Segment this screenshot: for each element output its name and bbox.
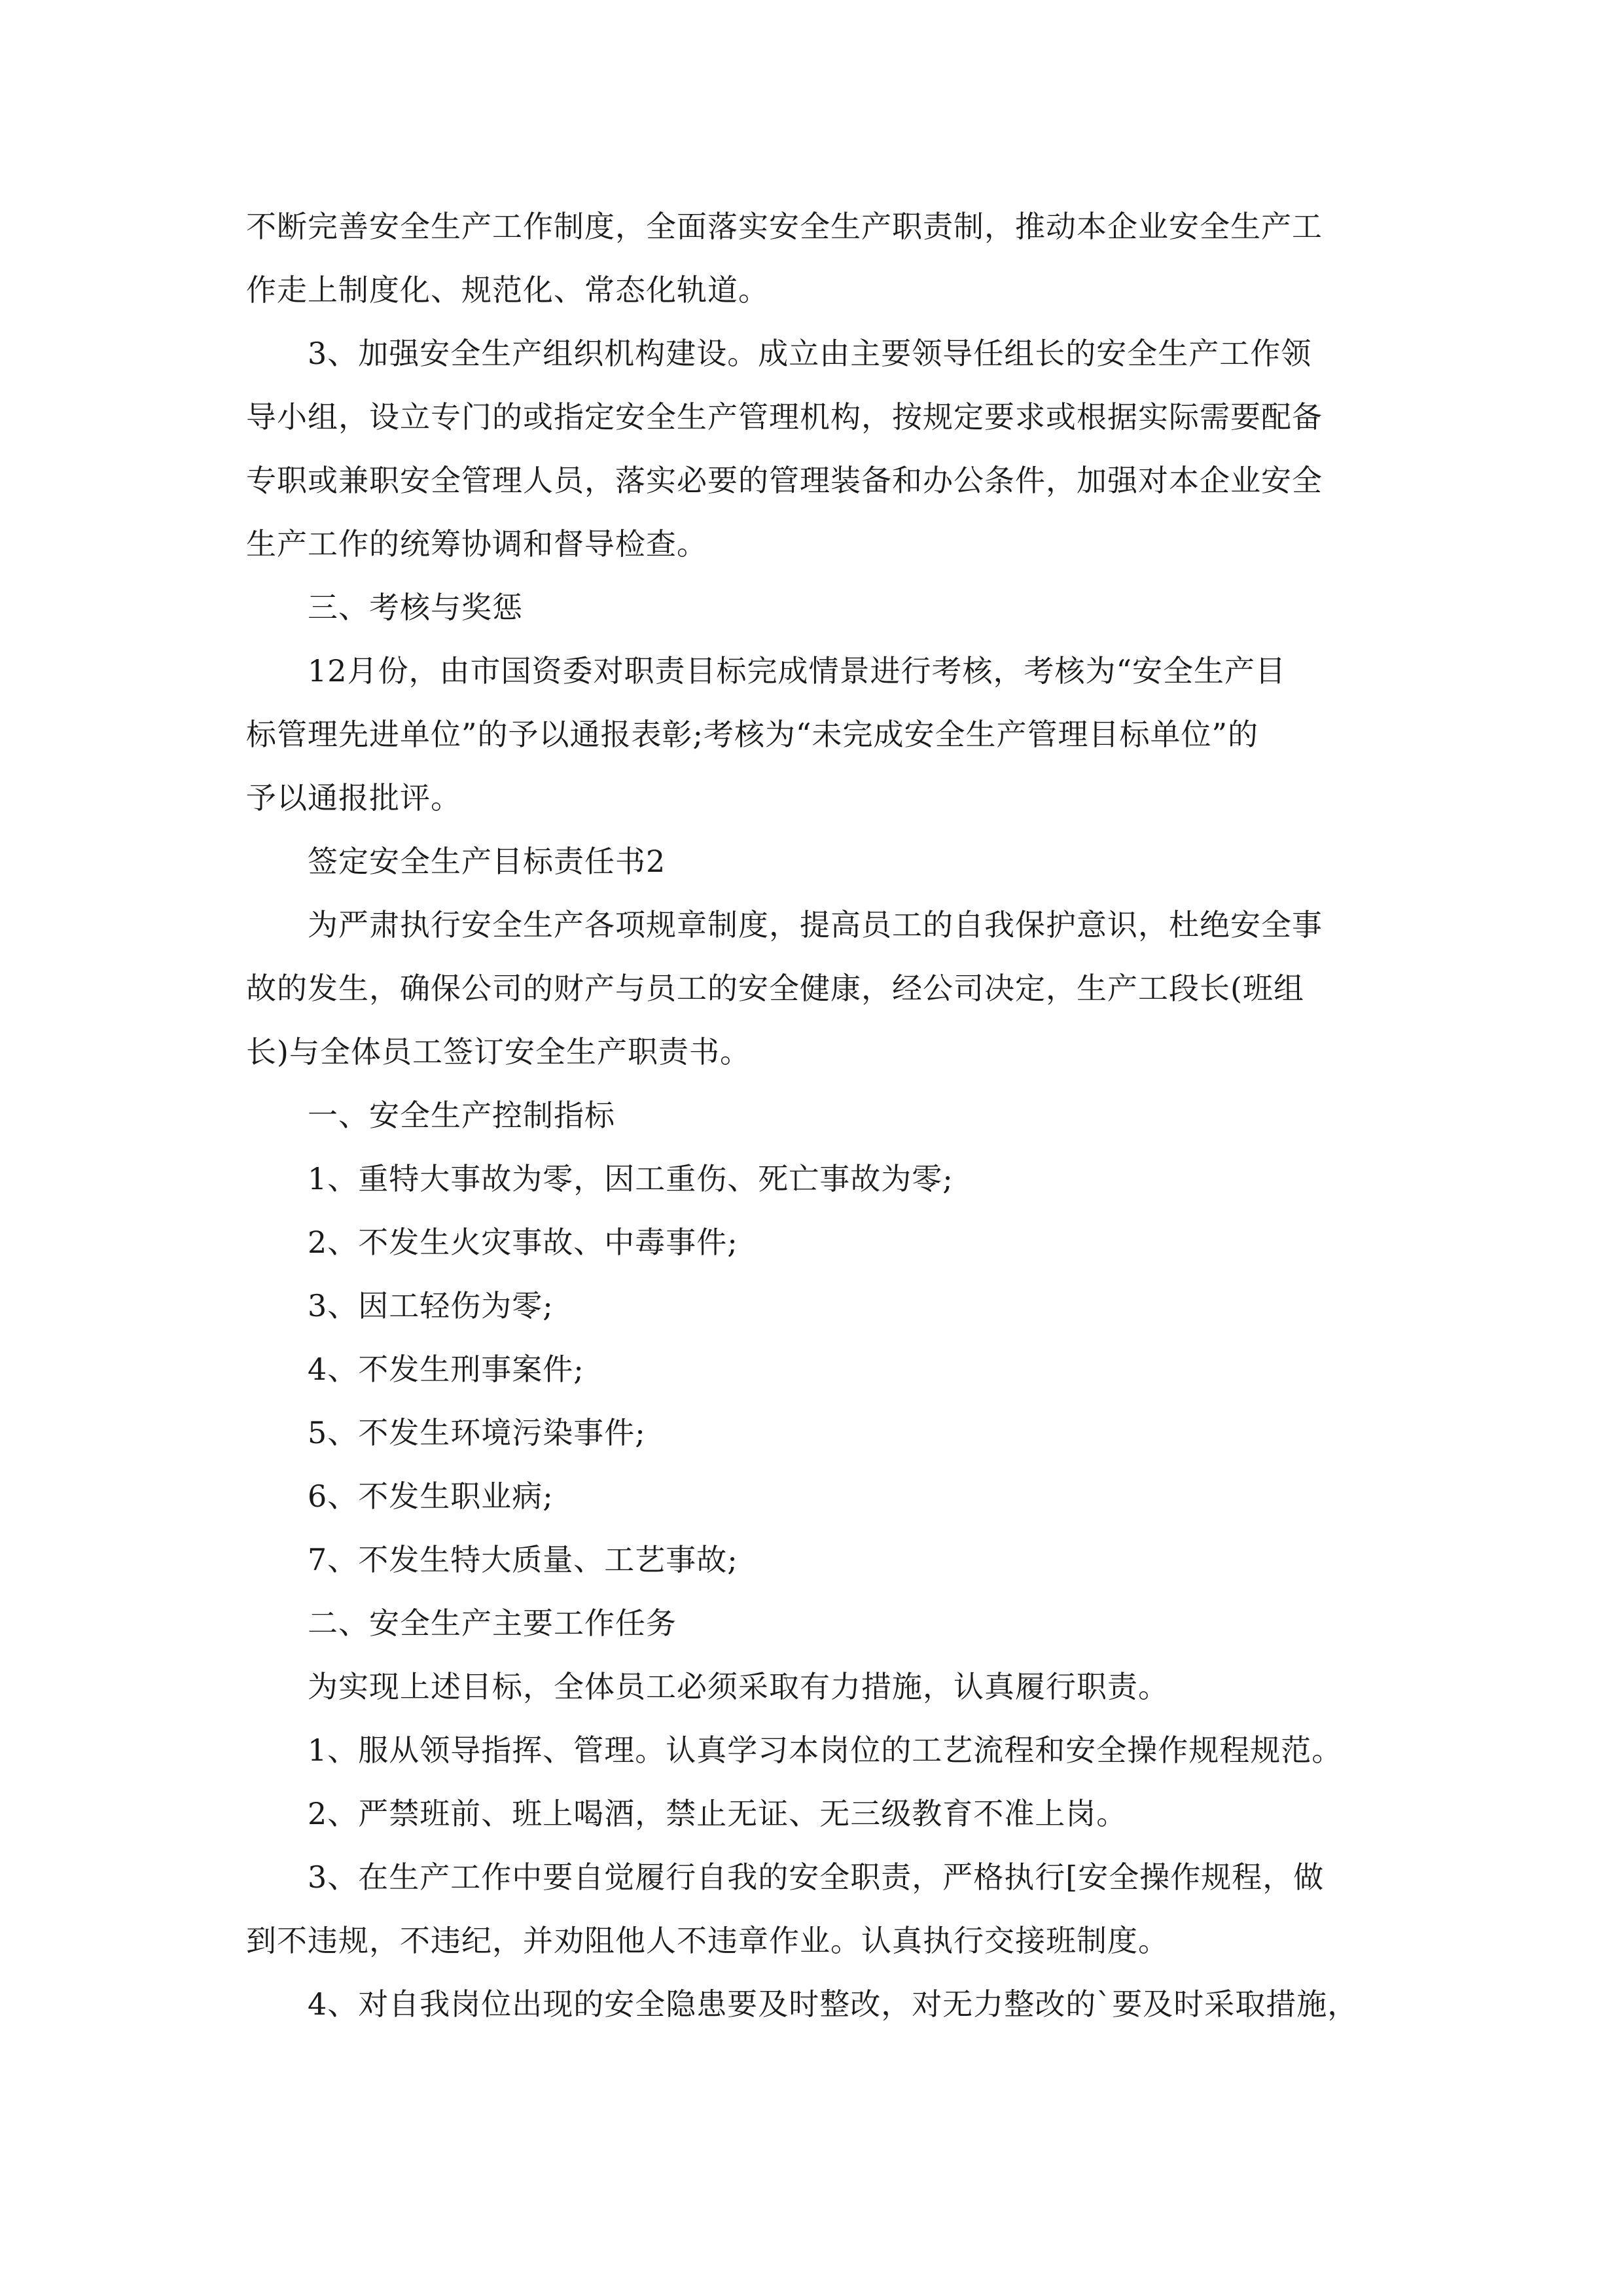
- text-line: 专职或兼职安全管理人员，落实必要的管理装备和办公条件，加强对本企业安全: [246, 463, 1323, 498]
- document-title: 签定安全生产目标责任书2: [308, 844, 666, 879]
- list-item: 1、服从领导指挥、管理。认真学习本岗位的工艺流程和安全操作规程规范。: [308, 1732, 1343, 1768]
- text-line: 为实现上述目标，全体员工必须采取有力措施，认真履行职责。: [308, 1669, 1169, 1704]
- list-item: 3、在生产工作中要自觉履行自我的安全职责，严格执行[安全操作规程，做: [308, 1859, 1325, 1895]
- list-item: 2、不发生火灾事故、中毒事件;: [308, 1225, 738, 1260]
- section-heading: 三、考核与奖惩: [308, 590, 523, 625]
- section-heading: 二、安全生产主要工作任务: [308, 1605, 677, 1641]
- text-line: 到不违规，不违纪，并劝阻他人不违章作业。认真执行交接班制度。: [246, 1923, 1169, 1958]
- list-item: 1、重特大事故为零，因工重伤、死亡事故为零;: [308, 1161, 954, 1196]
- list-item: 4、不发生刑事案件;: [308, 1352, 584, 1387]
- text-line: 生产工作的统筹协调和督导检查。: [246, 526, 707, 562]
- text-line: 长)与全体员工签订安全生产职责书。: [246, 1034, 751, 1069]
- text-line: 导小组，设立专门的或指定安全生产管理机构，按规定要求或根据实际需要配备: [246, 399, 1323, 435]
- list-item: 3、因工轻伤为零;: [308, 1288, 554, 1323]
- list-item: 7、不发生特大质量、工艺事故;: [308, 1542, 738, 1577]
- list-item: 4、对自我岗位出现的安全隐患要及时整改，对无力整改的`要及时采取措施，: [308, 1986, 1359, 2022]
- text-line: 故的发生，确保公司的财产与员工的安全健康，经公司决定，生产工段长(班组: [246, 971, 1304, 1006]
- text-line: 12月份，由市国资委对职责目标完成情景进行考核，考核为“安全生产目: [308, 653, 1287, 689]
- section-heading: 一、安全生产控制指标: [308, 1098, 615, 1133]
- text-line: 不断完善安全生产工作制度，全面落实安全生产职责制，推动本企业安全生产工: [246, 209, 1323, 244]
- text-line: 作走上制度化、规范化、常态化轨道。: [246, 272, 769, 308]
- list-item: 5、不发生环境污染事件;: [308, 1415, 646, 1450]
- text-line: 为严肃执行安全生产各项规章制度，提高员工的自我保护意识，杜绝安全事: [308, 907, 1323, 942]
- list-item: 6、不发生职业病;: [308, 1479, 554, 1514]
- text-line: 标管理先进单位”的予以通报表彰;考核为“未完成安全生产管理目标单位”的: [246, 717, 1259, 752]
- list-item: 2、严禁班前、班上喝酒，禁止无证、无三级教育不准上岗。: [308, 1796, 1128, 1831]
- text-line: 予以通报批评。: [246, 780, 461, 816]
- text-line: 3、加强安全生产组织机构建设。成立由主要领导任组长的安全生产工作领: [308, 336, 1312, 371]
